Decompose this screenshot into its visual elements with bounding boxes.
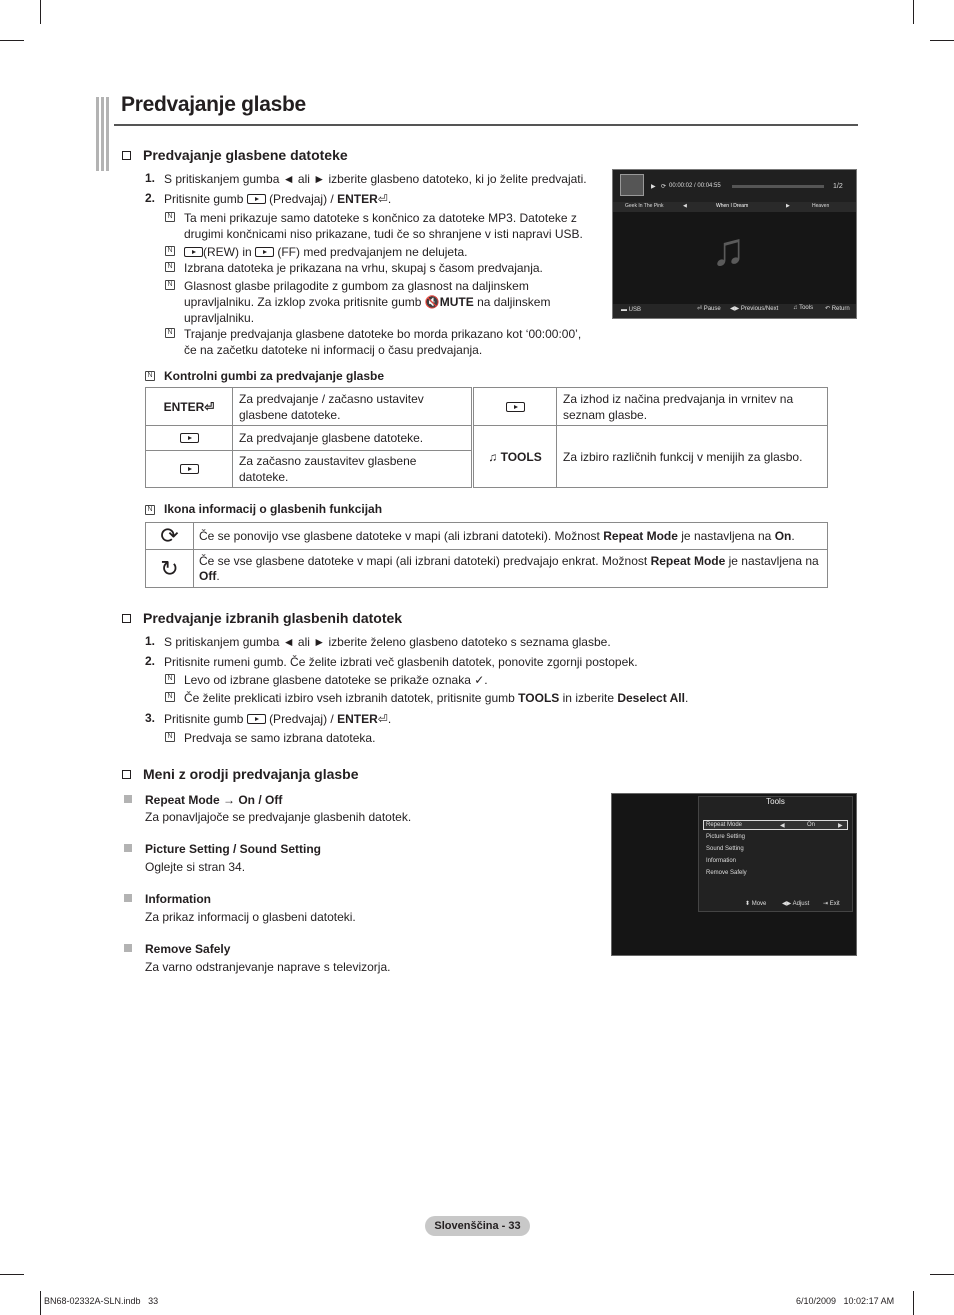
tools-row-label[interactable]: Picture Setting (706, 834, 746, 840)
arrow-left-icon: ◀ (683, 203, 687, 209)
note-deselect-text: Če želite preklicati izbiro vseh izbranih datotek, pritisnite gumb (184, 691, 515, 705)
hint-move (745, 900, 766, 907)
step-text: Pritisnite rumeni gumb. Če želite izbrati več glasbenih datotek, ponovite zgornji postopek. (164, 655, 638, 669)
table-row (146, 388, 828, 426)
note-text (184, 244, 604, 260)
table-row (146, 550, 828, 588)
note-deselect-mid: in izberite (562, 691, 614, 705)
tools-panel (698, 796, 853, 912)
step-text: S pritiskanjem gumba ◄ ali ► izberite želeno glasbeno datoteko s seznama glasbe. (164, 635, 611, 649)
play-desc: Za predvajanje glasbene datoteke. (233, 426, 473, 451)
page-title: Predvajanje glasbe (121, 93, 306, 116)
play-button-icon (247, 194, 266, 204)
bullet-icon (124, 944, 132, 952)
note-icon: N (165, 246, 175, 256)
tools-row-label[interactable]: Remove Safely (706, 870, 747, 876)
tools-key-cell (473, 426, 557, 488)
current-track: When I Dream (716, 203, 749, 209)
left-right-icon: ◀▶ (782, 901, 792, 907)
step-number: 2. (145, 191, 156, 205)
arrow-right-icon: ▶ (838, 823, 843, 829)
note-text: Ta meni prikazuje samo datoteke s končnico za datoteke MP3. Datoteke z drugimi končnicami niso prikazane, tudi če so shranjene v isti napravi USB. (184, 211, 583, 241)
crop-mark (930, 40, 954, 41)
hint-adjust (782, 900, 809, 907)
repeat-on-value: On (774, 528, 792, 543)
hint-pause-label: Pause (703, 306, 721, 312)
step-text: S pritiskanjem gumba ◄ ali ► izberite glasbeno datoteko, ki jo želite predvajati. (164, 172, 587, 186)
tools-key-label: TOOLS (500, 449, 542, 464)
usb-source (621, 307, 641, 313)
section-heading-text: Meni z orodji predvajanja glasbe (143, 766, 359, 782)
note-icon: N (145, 371, 155, 381)
tools-desc: Za izbiro različnih funkcij v menijih za glasbo. (557, 426, 828, 488)
return-icon: ↶ (825, 306, 831, 312)
menu-item-desc: Oglejte si stran 34. (145, 860, 246, 874)
note-volume-tail: na daljinskem upravljalniku. (184, 295, 551, 325)
enter-icon: ⏎ (697, 306, 703, 312)
square-bullet-icon (122, 770, 131, 779)
bullet-icon (124, 844, 132, 852)
hint-adjust-label: Adjust (792, 901, 810, 907)
up-down-icon: ⬍ (745, 901, 751, 907)
play-button-icon (247, 714, 266, 724)
step-text: Pritisnite gumb (Predvajaj) / ENTER⏎. (164, 712, 392, 726)
repeat-value: On (807, 822, 816, 828)
left-right-icon: ◀▶ (730, 306, 740, 312)
bullet-icon (124, 795, 132, 803)
tools-row-label: Repeat Mode (706, 822, 743, 828)
crop-mark (930, 1274, 954, 1275)
rew-button-icon (184, 247, 203, 257)
tools-icon: ♫ (793, 305, 798, 311)
note-check-text: Levo od izbrane glasbene datoteke se prikaže oznaka (184, 673, 471, 687)
menu-item-title: Repeat Mode → On / Off (145, 793, 283, 807)
arrow-left-icon: ◀ (780, 823, 785, 829)
note-icon: N (165, 674, 175, 684)
note-text: Če želite preklicati izbiro vseh izbranih datotek, pritisnite gumb TOOLS in izberite Deselect All. (184, 691, 689, 705)
hint-prevnext-label: Previous/Next (740, 306, 779, 312)
mute-label: MUTE (439, 295, 474, 309)
step-text: Pritisnite gumb (Predvajaj) / ENTER⏎. (164, 192, 392, 206)
controls-table (145, 387, 828, 488)
controls-heading: Kontrolni gumbi za predvajanje glasbe (164, 369, 385, 383)
step-text-mid: (Predvajaj) / (269, 192, 334, 206)
note-icon: N (165, 328, 175, 338)
repeat-icon: ⟳ (661, 184, 667, 190)
menu-item-desc: Za varno odstranjevanje naprave s televizorja. (145, 960, 391, 974)
footer-date: 6/10/2009 10:02:17 AM (796, 1296, 895, 1306)
hint-tools (793, 305, 813, 311)
table-row (146, 426, 828, 451)
note-rew: (REW) in (203, 245, 252, 259)
repeat-off-text: Če se vse glasbene datoteke v mapi (ali izbrani datoteki) predvajajo enkrat. Možnost (199, 553, 648, 568)
note-ff: (FF) med predvajanjem ne delujeta. (277, 245, 468, 259)
repeat-off-desc: Če se vse glasbene datoteke v mapi (ali izbrani datoteki) predvajajo enkrat. Možnost Repeat Mode je nastavljena na Off. (194, 550, 828, 588)
play-state-icon: ▶ (651, 184, 656, 190)
mute-icon: 🔇 (424, 295, 440, 309)
square-bullet-icon (122, 614, 131, 623)
exit-icon: ⇥ (823, 901, 829, 907)
repeat-off-mid: je nastavljena na (728, 553, 819, 568)
hint-exit-label: Exit (829, 901, 840, 907)
usb-icon: ▬ (621, 307, 627, 313)
repeat-once-icon: ↻ (146, 550, 194, 588)
pause-desc: Za začasno zaustavitev glasbene datoteke. (233, 451, 473, 488)
repeat-on-desc: Če se ponovijo vse glasbene datoteke v mapi (ali izbrani datoteki). Možnost Repeat Mode je nastavljena na On. (194, 523, 828, 550)
album-thumbnail (620, 174, 644, 196)
repeat-on-text: Če se ponovijo vse glasbene datoteke v mapi (ali izbrani datoteki). Možnost (199, 528, 600, 543)
usb-label: USB (628, 307, 642, 313)
section-heading-play-file (122, 147, 348, 163)
menu-item-title: Information (145, 892, 211, 906)
section-heading-text: Predvajanje glasbene datoteke (143, 147, 348, 163)
note-text: Levo od izbrane glasbene datoteke se prikaže oznaka ✓. (184, 673, 488, 687)
tools-label: TOOLS (518, 691, 560, 705)
note-icon: N (165, 212, 175, 222)
stop-desc: Za izhod iz načina predvajanja in vrnitev na seznam glasbe. (557, 388, 828, 426)
crop-mark (913, 0, 914, 24)
music-note-icon: ♫ (711, 223, 746, 275)
repeat-on-mid: je nastavljena na (681, 528, 772, 543)
crop-mark (0, 40, 24, 41)
step-text-pre: Pritisnite gumb (164, 192, 244, 206)
note-text: Predvaja se samo izbrana datoteka. (184, 731, 376, 745)
enter-desc: Za predvajanje / začasno ustavitev glasbene datoteke. (233, 388, 473, 426)
hint-pause (697, 305, 721, 312)
section-heading-tools (122, 766, 359, 782)
table-row (146, 523, 828, 550)
note-icon: N (165, 692, 175, 702)
play-time: 00:00:02 / 00:04:55 (669, 183, 721, 189)
section-heading-selected (122, 610, 402, 626)
enter-icon: ⏎ (377, 712, 388, 726)
bullet-icon (124, 894, 132, 902)
tools-row-label[interactable]: Information (706, 858, 737, 864)
enter-key-label: ENTER (163, 399, 205, 414)
music-player-screen (612, 169, 857, 319)
menu-item-desc: Za prikaz informacij o glasbeni datoteki. (145, 910, 356, 924)
next-track: Heaven (812, 203, 830, 209)
menu-item-desc: Za ponavljajoče se predvajanje glasbenih datotek. (145, 810, 412, 824)
tools-menu-screen (611, 793, 857, 956)
play-button-icon (180, 433, 199, 443)
step-number: 2. (145, 654, 156, 668)
title-divider (114, 124, 858, 126)
note-icon: N (165, 280, 175, 290)
hint-exit (823, 900, 840, 907)
step-text-pre: Pritisnite gumb (164, 712, 244, 726)
note-text: Izbrana datoteka je prikazana na vrhu, skupaj s časom predvajanja. (184, 261, 543, 275)
hint-return-label: Return (831, 306, 850, 312)
enter-label: ENTER (337, 712, 378, 726)
square-bullet-icon (122, 151, 131, 160)
note-text (184, 278, 564, 326)
play-key-cell (146, 426, 233, 451)
enter-icon: ⏎ (204, 399, 215, 414)
note-icon: N (165, 732, 175, 742)
hint-tools-label: Tools (799, 305, 814, 311)
checkmark-icon: ✓ (474, 673, 485, 687)
crop-mark (0, 1274, 24, 1275)
player-page: 1/2 (833, 183, 843, 190)
step-number: 3. (145, 711, 156, 725)
enter-icon: ⏎ (377, 192, 388, 206)
stop-key-cell (473, 388, 557, 426)
tools-icon: ♫ (488, 449, 498, 464)
step-text-mid: (Predvajaj) / (269, 712, 334, 726)
repeat-mode-label: Repeat Mode (603, 528, 678, 543)
icons-heading: Ikona informacij o glasbenih funkcijah (164, 502, 383, 516)
crop-mark (913, 1291, 914, 1315)
note-volume: Glasnost glasbe prilagodite z gumbom za glasnost na daljinskem upravljalniku. Za izklop zvoka pritisnite gumb (184, 279, 529, 309)
step-number: 1. (145, 634, 156, 648)
repeat-mode-label: Repeat Mode (650, 553, 726, 568)
repeat-off-value: Off (199, 568, 217, 583)
footer-file: BN68-02332A-SLN.indb 33 (44, 1296, 159, 1306)
deselect-all-label: Deselect All (617, 691, 685, 705)
enter-key-cell (146, 388, 233, 426)
menu-item-title: Picture Setting / Sound Setting (145, 842, 322, 856)
tools-row-label[interactable]: Sound Setting (706, 846, 744, 852)
arrow-right-icon: ▶ (786, 203, 790, 209)
note-icon: N (165, 262, 175, 272)
crop-mark (40, 1291, 41, 1315)
progress-track (732, 185, 824, 188)
icons-table (145, 522, 828, 588)
stop-button-icon (506, 402, 525, 412)
pause-button-icon (180, 464, 199, 474)
pause-key-cell (146, 451, 233, 488)
note-icon: N (145, 505, 155, 515)
note-text: Trajanje predvajanja glasbene datoteke bo morda prikazano kot ‘00:00:00’, če na začetku datoteke ni informacij o času predvajanja. (184, 327, 582, 357)
step-number: 1. (145, 171, 156, 185)
enter-label: ENTER (337, 192, 378, 206)
hint-move-label: Move (751, 901, 767, 907)
section-heading-text: Predvajanje izbranih glasbenih datotek (143, 610, 403, 626)
hint-return (825, 305, 850, 312)
page-number-badge: Slovenščina - 33 (425, 1216, 530, 1236)
tools-title: Tools (766, 797, 785, 806)
ff-button-icon (255, 247, 274, 257)
menu-item-title: Remove Safely (145, 942, 231, 956)
hint-prevnext (730, 305, 778, 312)
crop-mark (40, 0, 41, 24)
prev-track: Geek In The Pink (625, 203, 664, 209)
repeat-all-icon: ⟳ (146, 523, 194, 550)
